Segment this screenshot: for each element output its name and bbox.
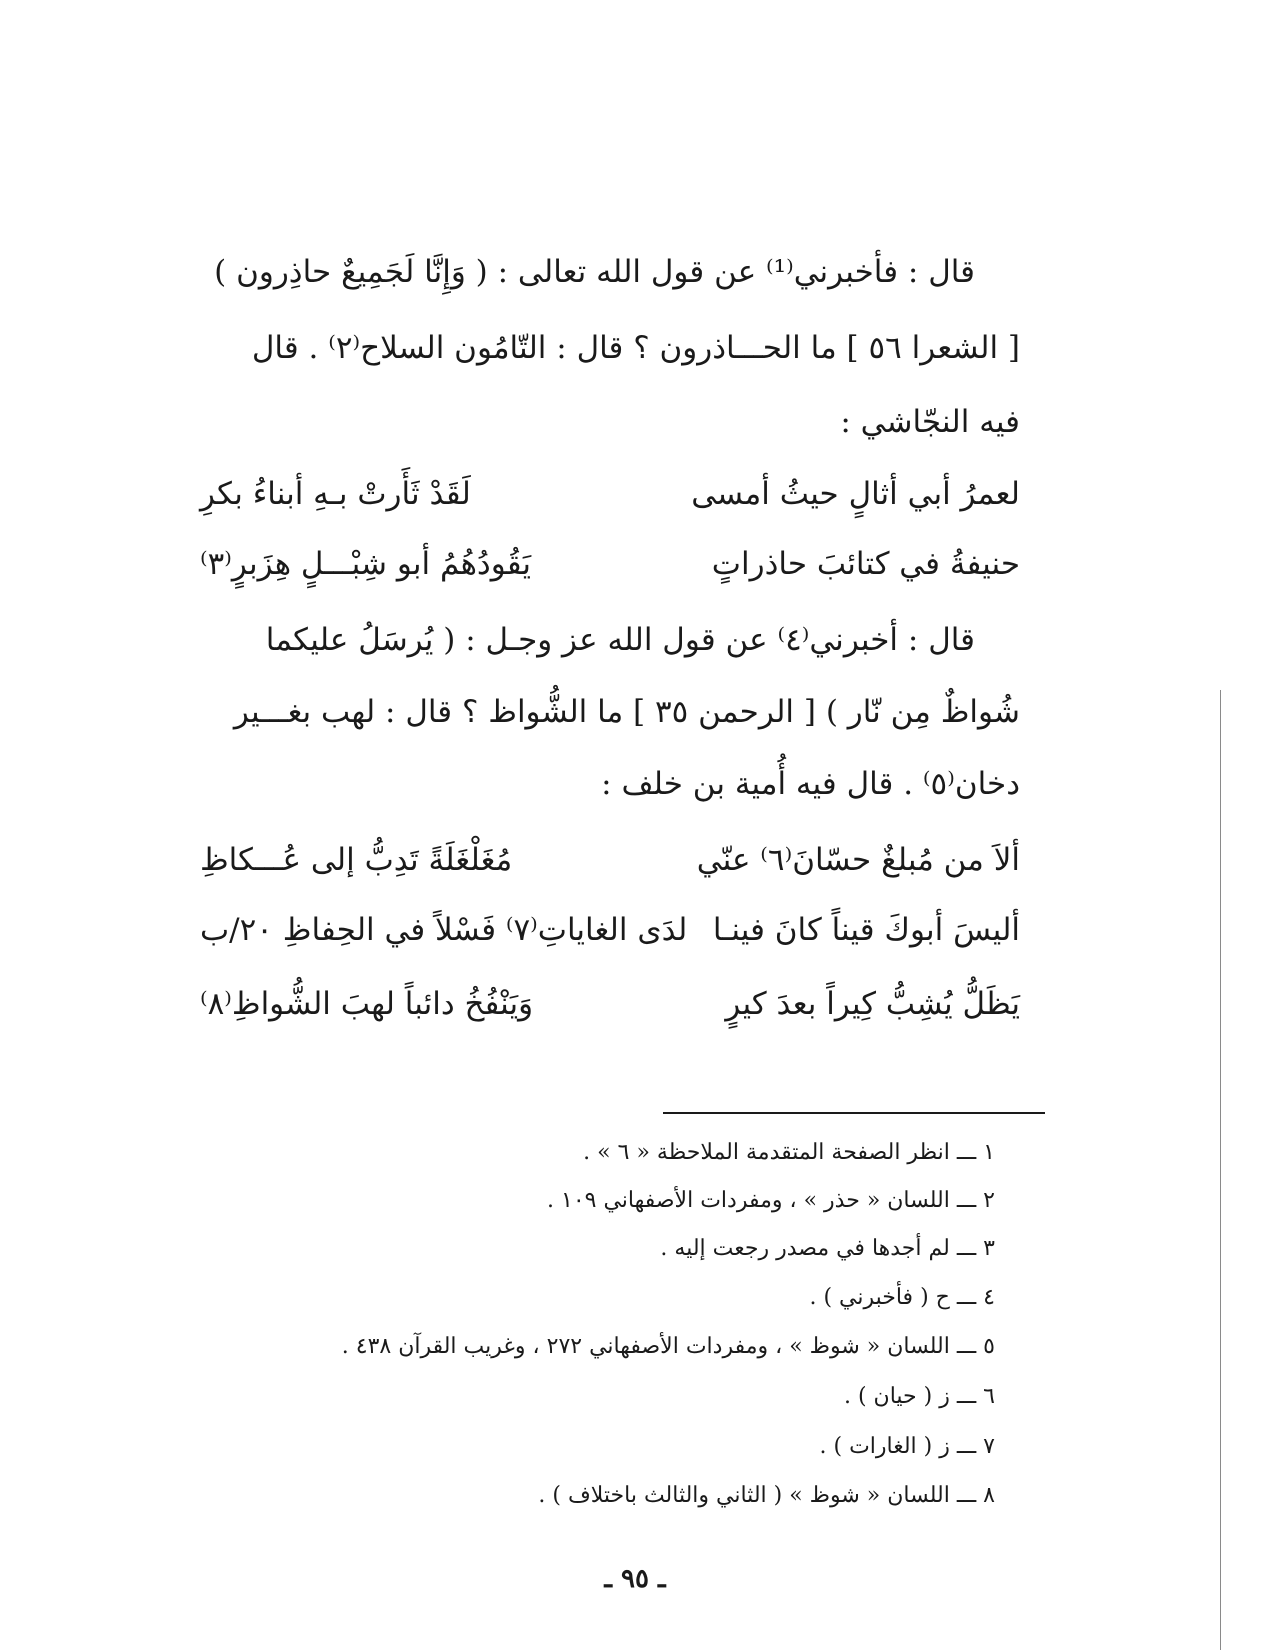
page-number: ـ ٩٥ ـ [604, 1564, 666, 1594]
footnote-7: ٧ ـــ ز ( الغارات ) . [819, 1434, 995, 1459]
verse-3-first-hemistich: ألاَ من مُبلغٌ حسّانَ⁽٦⁾ عنّي [696, 842, 1020, 878]
verse-4-first-hemistich: أليسَ أبوكَ قيناً كانَ فينـا [712, 912, 1020, 948]
verse-3 [200, 832, 1020, 888]
verse-2 [200, 536, 1020, 592]
prose-line-4: قال : أخبرني⁽٤⁾ عن قول الله عز وجـل : ( يُرسَلُ عليكما [265, 622, 975, 658]
verse-5-second-hemistich: وَيَنْفُخُ دائباً لهبَ الشُّواظِ⁽٨⁾ [200, 986, 534, 1022]
verse-5-first-hemistich: يَظَلُّ يُشِبُّ كِيراً بعدَ كيرٍ [725, 986, 1020, 1022]
prose-line-2: [ الشعرا ٥٦ ] ما الحـــاذرون ؟ قال : التّامُون السلاح⁽٢⁾ . قال [251, 330, 1020, 366]
verse-2-second-hemistich: يَقُودُهُمُ أبو شِبْـــلٍ هِزَبرٍ⁽٣⁾ [200, 546, 532, 582]
verse-4 [200, 902, 1020, 958]
verse-1-first-hemistich: لعمرُ أبي أثالٍ حيثُ أمسى [691, 476, 1020, 512]
footnote-4: ٤ ـــ ح ( فأخبرني ) . [809, 1285, 995, 1310]
footnote-6: ٦ ـــ ز ( حيان ) . [843, 1384, 995, 1409]
prose-line-3: فيه النجّاشي : [840, 404, 1020, 440]
footnote-5: ٥ ـــ اللسان « شوظ » ، ومفردات الأصفهاني ٢٧٢ ، وغريب القرآن ٤٣٨ . [341, 1334, 995, 1359]
prose-line-6: دخان⁽٥⁾ . قال فيه أُمية بن خلف : [601, 766, 1020, 802]
footnote-3: ٣ ـــ لم أجدها في مصدر رجعت إليه . [660, 1236, 995, 1261]
footnote-2: ٢ ـــ اللسان « حذر » ، ومفردات الأصفهاني ١٠٩ . [547, 1188, 995, 1213]
footnote-divider [663, 1112, 1045, 1114]
verse-1 [200, 466, 1020, 522]
verse-1-second-hemistich: لَقَدْ ثَأَرتْ بـهِ أبناءُ بكرِ [200, 476, 471, 512]
footnote-1: ١ ـــ انظر الصفحة المتقدمة الملاحظة « ٦ » . [583, 1140, 995, 1165]
verse-4-second-hemistich: لدَى الغاياتِ⁽٧⁾ فَسْلاً في الحِفاظِ ٢٠/ب [200, 912, 688, 948]
scan-margin-line [1220, 690, 1221, 1650]
verse-3-second-hemistich: مُغَلْغَلَةً تَدِبُّ إلى عُـــكاظِ [200, 842, 513, 878]
prose-line-5: شُواظٌ مِن نّار ) [ الرحمن ٣٥ ] ما الشُّواظ ؟ قال : لهب بغـــير [233, 694, 1020, 730]
verse-5 [200, 976, 1020, 1032]
footnote-8: ٨ ـــ اللسان « شوظ » ( الثاني والثالث باختلاف ) . [538, 1483, 995, 1508]
verse-2-first-hemistich: حنيفةُ في كتائبَ حاذراتٍ [711, 546, 1020, 582]
prose-line-1: قال : فأخبرني⁽¹⁾ عن قول الله تعالى : ( وَإِنَّا لَجَمِيعٌ حاذِرون ) [214, 254, 975, 290]
